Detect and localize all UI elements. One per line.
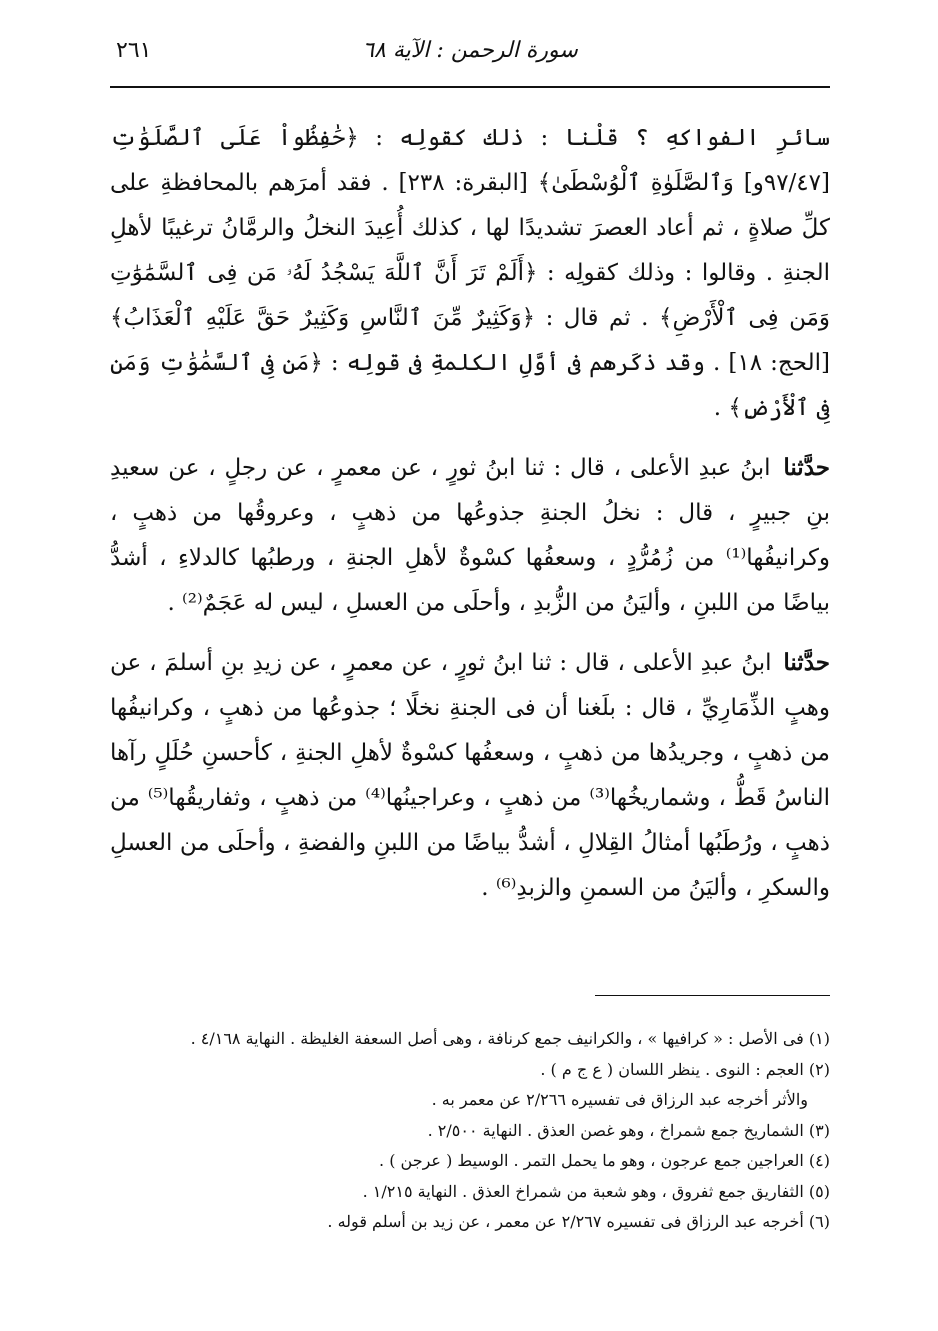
footnote-4: (٤) العراجين جمع عرجون ، وهو ما يحمل التمر . الوسيط ( عرجن ) . (379, 1151, 830, 1170)
page-header (110, 34, 830, 74)
footnote-6: (٦) أخرجه عبد الرزاق فى تفسيره ٢/٢٦٧ عن معمر ، عن زيد بن أسلم قوله . (327, 1212, 830, 1231)
footnote-divider (595, 995, 830, 996)
paragraph-text: ابنُ عبدِ الأعلى ، قال : ثنا ابنُ ثورٍ ، عن معمرٍ ، عن زيدِ بنِ أسلمَ ، عن وهبٍ الذِّمَارِيِّ ، قال : بلَغنا أن فى الجنةِ نخلًا ؛ جذوعُها من ذهبٍ ، وكرانيفُها من ذهبٍ ، وجريدُها من ذهبٍ ، وسعفُها كسْوةٌ لأهلِ الجنةِ ، كأحسنِ حُلَلٍ رآها الناسُ قَطُّ ، وشماريخُها⁽³⁾ من ذهبٍ ، وعراجينُها⁽⁴⁾ من ذهبٍ ، وثفاريقُها⁽⁵⁾ من ذهبٍ ، ورُطَبُها أمثالُ القِلالِ ، أشدُّ بياضًا من اللبنِ والفضةِ ، وأحلَى من العسلِ والسكرِ ، وأليَنُ من السمنِ والزبدِ⁽⁶⁾ . (110, 650, 830, 901)
footnote-1: (١) فى الأصل : « كرافيها » ، والكرانيف جمع كرنافة ، وهى أصل السعفة الغليظة . النهاية ٤/١٦٨ . (190, 1029, 830, 1048)
running-title: سورة الرحمن : الآية ٦٨ (362, 38, 578, 63)
footnotes (110, 1024, 830, 1238)
page-number: ٢٦١ (116, 38, 152, 63)
header-divider (110, 86, 830, 88)
paragraph-2 (110, 445, 830, 626)
narration-lead: حدَّثنا (783, 649, 830, 676)
paragraph-3 (110, 640, 830, 911)
footnote-5: (٥) الثفاريق جمع ثفروق ، وهو شعبة من شمراخ العذق . النهاية ١/٢١٥ . (362, 1181, 830, 1201)
footnote-2-continuation: والأثر أخرجه عبد الرزاق فى تفسيره ٢/٢٦٦ عن معمر به . (431, 1090, 808, 1109)
paragraph-1 (110, 116, 830, 431)
footnote-2: (٢) العجم : النوى . ينظر اللسان ( ع ج م ) . (540, 1059, 830, 1079)
paragraph-text: ابنُ عبدِ الأعلى ، قال : ثنا ابنُ ثورٍ ، عن معمرٍ ، عن رجلٍ ، عن سعيدِ بنِ جبيرٍ ، قال : نخلُ الجنةِ جذوعُها من ذهبٍ ، وعروقُها من ذهبٍ ، وكرانيفُها⁽¹⁾ من زُمُرُّدٍ ، وسعفُها كسْوةٌ لأهلِ الجنةِ ، ورطبُها كالدلاءِ ، أشدُّ بياضًا من اللبنِ ، وأليَنُ من الزُّبدِ ، وأحلَى من العسلِ ، ليس له عَجَمٌ⁽²⁾ . (110, 455, 830, 616)
main-text (110, 116, 830, 925)
narration-lead: حدَّثنا (783, 454, 830, 481)
paragraph-text: سائرِ الفواكهِ ؟ قلْنا : ذلك كقولِه : ﴿حَٰفِظُواْ عَلَى ٱلصَّلَوَٰتِ [٩٧/٤٧و] وَٱلصَّلَوٰةِ ٱلْوُسْطَىٰ﴾ [البقرة: ٢٣٨] . فقد أمرَهم بالمحافظةِ على كلِّ صلاةٍ ، ثم أعاد العصرَ تشديدًا لها ، كذلك أُعِيدَ النخلُ والرمَّانُ ترغيبًا لأهلِ الجنةِ . وقالوا : وذلك كقولِه : ﴿أَلَمْ تَرَ أَنَّ ٱللَّهَ يَسْجُدُ لَهُۥ مَن فِى ٱلسَّمَٰوَٰتِ وَمَن فِى ٱلْأَرْضِ﴾ . ثم قال : ﴿وَكَثِيرٌ مِّنَ ٱلنَّاسِ وَكَثِيرٌ حَقَّ عَلَيْهِ ٱلْعَذَابُ﴾ [الحج: ١٨] . وقد ذكَرهم فى أوَّلِ الكلمةِ فى قولِه : ﴿مَن فِى ٱلسَّمَٰوَٰتِ وَمَن فِى ٱلْأَرْضِ﴾ . (110, 125, 831, 421)
footnote-3: (٣) الشماريخ جمع شمراخ ، وهو غصن العذق . النهاية ٢/٥٠٠ . (427, 1120, 830, 1140)
